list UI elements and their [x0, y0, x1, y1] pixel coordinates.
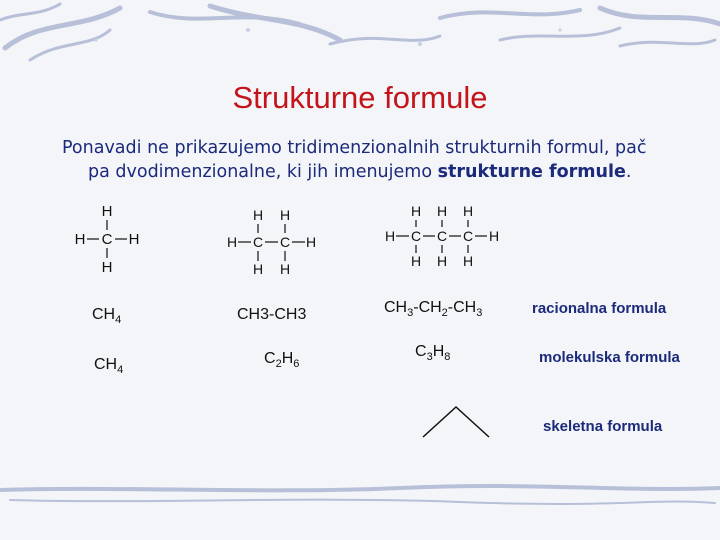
propane-rational-formula: $CH_3-CH_2-CH_3$ — [384, 299, 483, 319]
atom-c: C — [462, 228, 474, 244]
atom-h: H — [101, 259, 113, 276]
intro-line-2 — [62, 160, 662, 184]
atom-c: C — [252, 234, 264, 250]
atom-h: H — [252, 207, 264, 223]
intro-line-2-prefix: pa dvodimenzionalne, ki jih imenujemo — [88, 162, 438, 182]
ethane-molecular-formula: $C_2H_6$ — [264, 350, 300, 370]
intro-line-1: Ponavadi ne prikazujemo tridimenzionalnih strukturnih formul, pač — [62, 138, 647, 158]
atom-h: H — [128, 231, 140, 248]
intro-highlight-term: strukturne formule — [437, 162, 626, 182]
methane-rational-formula: $CH_4$ — [92, 306, 122, 326]
molecular-formula-label: molekulska formula — [539, 349, 680, 366]
intro-paragraph — [62, 136, 662, 184]
ethane-structural-formula — [222, 204, 326, 282]
atom-h: H — [252, 261, 264, 277]
atom-h: H — [305, 234, 317, 250]
skeletal-formula-label: skeletna formula — [543, 418, 663, 435]
methane-structural-formula — [66, 198, 156, 280]
atom-h: H — [226, 234, 238, 250]
atom-h: H — [279, 207, 291, 223]
propane-molecular-formula: $C_3H_8$ — [415, 343, 451, 363]
slide-title: Strukturne formule — [232, 80, 488, 115]
rational-formula-label: racionalna formula — [532, 300, 667, 317]
ethane-rational-formula: CH3-CH3 — [237, 306, 307, 323]
atom-c: C — [279, 234, 291, 250]
atom-h: H — [488, 228, 500, 244]
atom-h: H — [410, 253, 422, 269]
intro-line-2-suffix: . — [625, 162, 632, 182]
atom-h: H — [410, 203, 422, 219]
propane-structural-formula — [380, 198, 506, 274]
atom-h: H — [384, 228, 396, 244]
atom-h: H — [436, 203, 448, 219]
propane-skeletal-formula — [418, 402, 494, 442]
atom-c: C — [410, 228, 422, 244]
atom-h: H — [101, 203, 113, 220]
atom-c: C — [436, 228, 448, 244]
atom-h: H — [462, 203, 474, 219]
atom-h: H — [279, 261, 291, 277]
atom-h: H — [462, 253, 474, 269]
atom-h: H — [74, 231, 86, 248]
atom-h: H — [436, 253, 448, 269]
atom-c: C — [101, 231, 113, 248]
methane-molecular-formula: $CH_4$ — [94, 356, 124, 376]
